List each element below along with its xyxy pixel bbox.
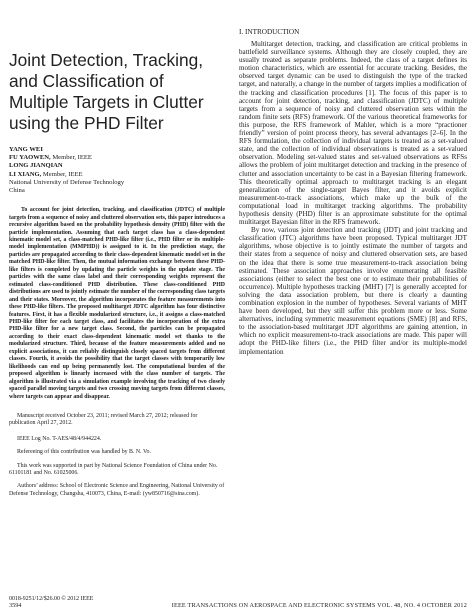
journal-info: IEEE TRANSACTIONS ON AEROSPACE AND ELECTRONIC SYSTEMS VOL. 48, NO. 4 OCTOBER 2012 bbox=[171, 602, 467, 609]
affiliation-country: China bbox=[9, 187, 25, 195]
manuscript-note: Manuscript received October 23, 2011; revised March 27, 2012; released for publication April 27, 2012. bbox=[9, 413, 198, 427]
section-heading: I. INTRODUCTION bbox=[239, 28, 300, 36]
address-note: Authors’ address: School of Electronic Science and Engineering, National University of Defense Technology, Changsha, 410073, China, E-mail: (yw850716@sina.com). bbox=[9, 483, 225, 497]
refereeing-note: Refereeing of this contribution was handled by B. N. Vo. bbox=[17, 449, 151, 456]
author-block bbox=[9, 146, 225, 195]
left-column bbox=[9, 50, 225, 602]
affiliation-institution: National University of Defense Technology bbox=[9, 178, 125, 186]
author-role: Member, IEEE bbox=[52, 154, 92, 162]
page-number: 3594 bbox=[9, 602, 22, 609]
author-line bbox=[9, 146, 225, 154]
footnotes bbox=[9, 413, 225, 498]
author-name: LONG JIANQIAN bbox=[9, 162, 63, 170]
author-line bbox=[9, 162, 225, 170]
support-note: This work was supported in part by National Science Foundation of China under No. 61101181 and No. 61025006. bbox=[9, 462, 218, 477]
intro-paragraph: By now, various joint detection and tracking (JDT) and joint tracking and classification (JTC) algorithms have been proposed. Typical multitarget JDT algorithms, whose objective is to jointly estimate the number of targets and their states from a sequence of noisy and cluttered observation sets, are based on the idea that there is some true measurement-to-track association being estimated. These association approaches involve enumerating all feasible associations (either to select the best one or to estimate their probabilities of occurrence). Multiple hypotheses tracking (MHT) [7] is generally accepted for solving the data association problem, but there is clearly a daunting combination explosion in the number of hypotheses. Several variants of MHT have been developed, but they still suffer this problem more or less. Some alternatives, including symmetric measurement equations (SME) [8] and RFS, to the association-based multitarget JDT algorithms are gaining attention, in which no explicit measurement-to-track associations are made. This paper will adopt the PHD-like filters (i.e., the PHD filter and/or its multiple-model implementation bbox=[239, 226, 467, 356]
author-line bbox=[9, 154, 225, 162]
introduction-body bbox=[239, 40, 467, 356]
author-role: Member, IEEE bbox=[42, 170, 83, 178]
intro-paragraph: Multitarget detection, tracking, and classification are critical problems in battlefield surveillance systems. Although they are closely coupled, they are usually treated as separate problems. Indeed, the class of a target defines its motion characteristics, which are essential for accurate tracking. Besides, the observed target dynamic can be used to distinguish the type of the tracked target, and naturally, a change in the number of targets implies a modification of the tracking and classification procedures [1]. The focus of this paper is to account for joint detection, tracking, and classification (JDTC) of multiple targets from a sequence of noisy and cluttered observation sets within the random finite sets (RFS) framework. Of the various theoretical frameworks for this purpose, the RFS framework of Mahler, which is a more “practioner friendly” version of point process theory, has several advantages [2–6]. In the RFS formulation, the collection of individual targets is treated as a set-valued state, and the collection of individual observations is treated as a set-valued observation. Modeling set-valued states and set-valued observations as RFSs allows the problem of joint multitarget detection and tracking in the presence of clutter and association uncertainty to be cast in a Bayesian filtering framework. This theoretically optimal approach to multitarget tracking is an elegant generalization of the single-target Bayes filter, and it avoids explicit measurement-to-track associations, which make up the bulk of the computational load in multitarget tracking algorithms. The probability hypothesis density (PHD) filter is an approximate substitute for the optimal multitarget Bayesian filter in the RFS framework. bbox=[239, 40, 467, 227]
issn-line: 0018-9251/12/$26.00 © 2012 IEEE bbox=[9, 596, 94, 602]
author-line bbox=[9, 171, 225, 179]
author-name: YANG WEI bbox=[9, 146, 43, 153]
right-column bbox=[239, 28, 467, 356]
abstract: To account for joint detection, tracking, and classification (JDTC) of multiple targets from a sequence of noisy and cluttered observation sets, this paper introduces a recursive algorithm based on the probability hypothesis density (PHD) filter with the particle implementation. Assuming that each target class has a class-dependent kinematic model set, a class-matched PHD-like filter (i.e., PHD filter or its multiple-model implementation (MMPHD)) is assigned to it. In the prediction stage, the particles are propagated according to their class-dependent kinematic model set in the matched PHD-like filter. Then, the mutual information exchange between these PHD-like filters is completed by updating the particle weights in the update stage. The particles with the same class label and their corresponding weights represent the estimated class-conditioned PHD distribution. These class-conditioned PHD distributions are used to jointly estimate the number of the corresponding class targets and their states. Moreover, the algorithm incorporates the feature measurements into these PHD-like filters. The proposed multitarget JDTC algorithm has four distinctive features. First, it has a flexible modularized structure, i.e., it assigns a class-matched PHD-like filter for each target class, and facilitates the incorporation of the extra PHD-like filter for a new target class. Second, the particles can be propagated according to their exact class-dependent kinematic model set thanks to the modularized structure. Third, because of the feature measurements added and no explicit associations, it can reliably distinguish closely spaced targets from different classes. Fourth, it avoids the possibility that the target classes with temporarily low likelihoods can end up being permanently lost. The computational burden of the proposed algorithm is linearly increased with the class number of targets. The algorithm is illustrated via a simulation example involving the tracking of two closely spaced parallel moving targets and two crossing moving targets from different classes, where targets can appear and disappear. bbox=[9, 207, 225, 400]
ieee-log-note: IEEE Log No. T-AES/48/4/944224. bbox=[17, 435, 102, 442]
author-name: LI XIANG, bbox=[9, 170, 42, 178]
author-name: FU YAOWEN, bbox=[9, 154, 51, 162]
paper-title: Joint Detection, Tracking, and Classification of Multiple Targets in Clutter using the PHD Filter bbox=[9, 50, 204, 133]
